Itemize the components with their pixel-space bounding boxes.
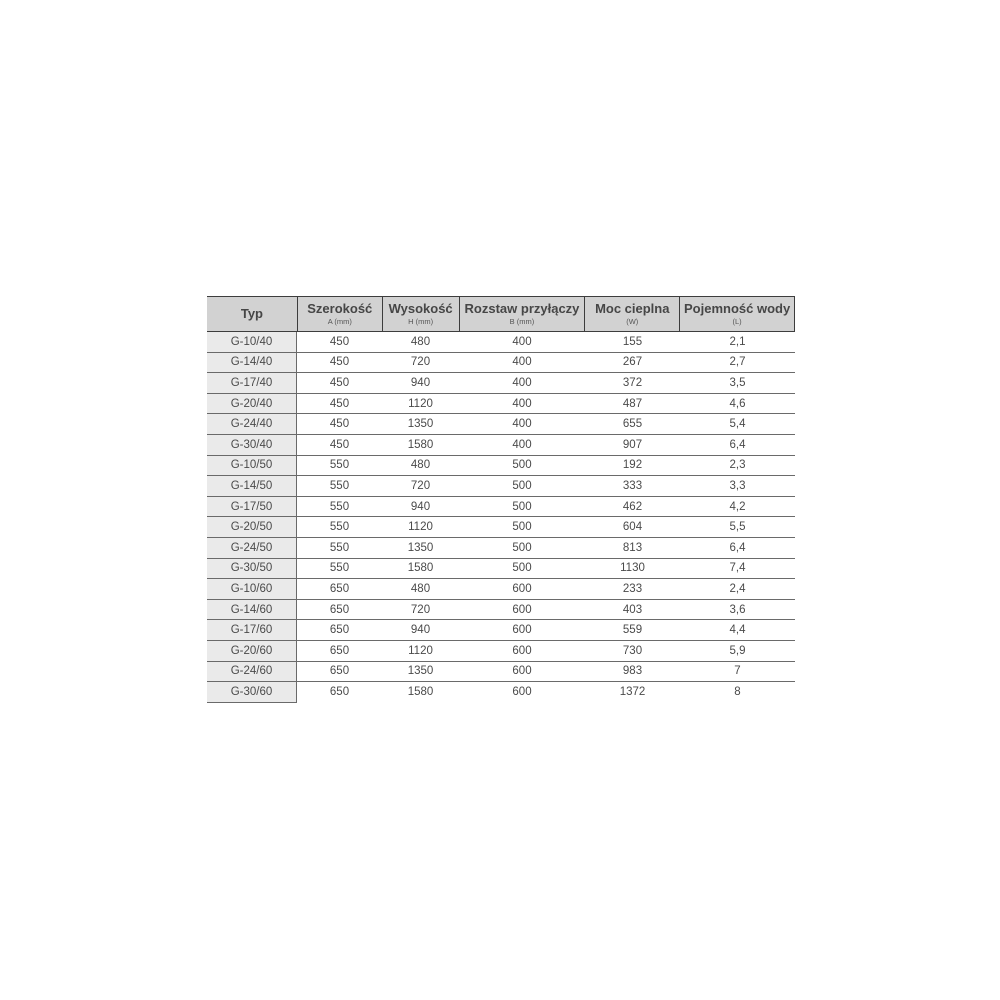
table-row [207,476,795,497]
table-row [207,559,795,580]
column-header-sublabel: (L) [732,317,742,326]
cell-wysokosc: 480 [382,332,459,353]
table-row [207,517,795,538]
cell-typ: G-24/50 [207,538,297,559]
cell-szerokosc: 450 [297,332,382,353]
table-row [207,332,795,353]
cell-typ: G-20/60 [207,641,297,662]
cell-szerokosc: 650 [297,641,382,662]
cell-rozstaw-przylaczy: 400 [459,353,585,374]
cell-moc-cieplna: 559 [585,620,680,641]
cell-wysokosc: 720 [382,353,459,374]
cell-typ: G-14/50 [207,476,297,497]
cell-rozstaw-przylaczy: 500 [459,456,585,477]
cell-szerokosc: 550 [297,559,382,580]
cell-pojemnosc-wody: 4,2 [680,497,795,518]
cell-pojemnosc-wody: 4,4 [680,620,795,641]
table-row [207,497,795,518]
cell-rozstaw-przylaczy: 600 [459,579,585,600]
column-header-label: Moc cieplna [595,301,670,316]
cell-rozstaw-przylaczy: 400 [459,394,585,415]
cell-szerokosc: 550 [297,456,382,477]
cell-rozstaw-przylaczy: 600 [459,662,585,683]
cell-pojemnosc-wody: 6,4 [680,538,795,559]
column-header-rozstaw-przylaczy [459,297,585,331]
cell-typ: G-10/40 [207,332,297,353]
cell-typ: G-17/60 [207,620,297,641]
table-row [207,620,795,641]
cell-pojemnosc-wody: 2,4 [680,579,795,600]
cell-wysokosc: 480 [382,579,459,600]
column-header-label: Rozstaw przyłączy [464,301,580,316]
cell-typ: G-24/60 [207,662,297,683]
cell-wysokosc: 940 [382,497,459,518]
cell-typ: G-30/60 [207,682,297,703]
cell-rozstaw-przylaczy: 400 [459,373,585,394]
cell-wysokosc: 1120 [382,394,459,415]
cell-moc-cieplna: 192 [585,456,680,477]
cell-moc-cieplna: 233 [585,579,680,600]
cell-pojemnosc-wody: 3,6 [680,600,795,621]
column-header-label: Pojemność wody [684,301,791,316]
cell-moc-cieplna: 813 [585,538,680,559]
table-row [207,579,795,600]
cell-szerokosc: 650 [297,620,382,641]
cell-wysokosc: 1350 [382,662,459,683]
cell-rozstaw-przylaczy: 600 [459,620,585,641]
cell-szerokosc: 650 [297,600,382,621]
table-row [207,456,795,477]
cell-moc-cieplna: 333 [585,476,680,497]
cell-rozstaw-przylaczy: 500 [459,559,585,580]
cell-wysokosc: 1580 [407,686,434,699]
cell-pojemnosc-wody: 3,3 [680,476,795,497]
cell-typ: G-14/60 [207,600,297,621]
cell-moc-cieplna: 267 [585,353,680,374]
cell-wysokosc: 1580 [382,435,459,456]
cell-rozstaw-przylaczy: 400 [459,435,585,456]
column-header-sublabel: (W) [626,317,639,326]
cell-pojemnosc-wody: 2,7 [680,353,795,374]
cell-rozstaw-przylaczy: 400 [459,414,585,435]
table-row [207,394,795,415]
cell-moc-cieplna: 462 [585,497,680,518]
table-body [207,332,795,703]
cell-wysokosc: 1350 [382,414,459,435]
cell-typ: G-20/50 [207,517,297,538]
cell-szerokosc: 650 [297,579,382,600]
cell-pojemnosc-wody: 4,6 [680,394,795,415]
cell-typ: G-17/50 [207,497,297,518]
cell-moc-cieplna: 372 [585,373,680,394]
cell-pojemnosc-wody: 5,9 [680,641,795,662]
cell-typ: G-24/40 [207,414,297,435]
table-row [207,538,795,559]
table-row [207,373,795,394]
cell-rozstaw-przylaczy: 500 [459,497,585,518]
table-header-row [207,296,795,332]
cell-pojemnosc-wody: 3,5 [680,373,795,394]
cell-szerokosc: 550 [297,517,382,538]
table-row [207,641,795,662]
table-row [207,682,795,703]
cell-pojemnosc-wody: 2,1 [680,332,795,353]
column-header-label: Szerokość [307,301,373,316]
table-row [207,435,795,456]
cell-typ: G-14/40 [207,353,297,374]
cell-pojemnosc-wody: 5,4 [680,414,795,435]
cell-szerokosc: 550 [297,538,382,559]
column-header-sublabel: B (mm) [509,317,535,326]
cell-rozstaw-przylaczy: 500 [459,538,585,559]
cell-rozstaw-przylaczy: 400 [459,332,585,353]
column-header-sublabel: H (mm) [408,317,434,326]
cell-szerokosc: 450 [297,353,382,374]
cell-wysokosc: 720 [382,476,459,497]
table-row [207,600,795,621]
cell-typ: G-20/40 [207,394,297,415]
cell-typ: G-30/40 [207,435,297,456]
cell-wysokosc: 720 [382,600,459,621]
cell-rozstaw-przylaczy: 500 [459,517,585,538]
cell-szerokosc: 450 [297,435,382,456]
cell-moc-cieplna: 730 [585,641,680,662]
table-row [207,414,795,435]
cell-typ: G-10/50 [207,456,297,477]
cell-rozstaw-przylaczy: 600 [512,686,532,699]
cell-moc-cieplna: 983 [585,662,680,683]
radiator-spec-table [207,296,795,703]
cell-moc-cieplna: 655 [585,414,680,435]
cell-wysokosc: 1120 [382,641,459,662]
column-header-sublabel: A (mm) [327,317,352,326]
cell-pojemnosc-wody: 7 [680,662,795,683]
table-row [207,353,795,374]
cell-rozstaw-przylaczy: 600 [459,641,585,662]
cell-pojemnosc-wody: 7,4 [680,559,795,580]
cell-szerokosc: 650 [297,662,382,683]
cell-wysokosc: 1350 [382,538,459,559]
column-header-label: Wysokość [388,301,453,316]
cell-wysokosc: 1120 [382,517,459,538]
cell-szerokosc: 450 [297,373,382,394]
column-header-wysokosc [382,297,459,331]
cell-rozstaw-przylaczy: 600 [459,600,585,621]
cell-szerokosc: 450 [297,394,382,415]
cell-rozstaw-przylaczy: 500 [459,476,585,497]
column-header-szerokosc [297,297,382,331]
cell-typ: G-17/40 [207,373,297,394]
cell-typ: G-30/50 [207,559,297,580]
cell-szerokosc: 450 [297,414,382,435]
column-header-label: Typ [240,306,263,321]
column-header-moc-cieplna [584,297,679,331]
cell-pojemnosc-wody: 5,5 [680,517,795,538]
cell-wysokosc: 1580 [382,559,459,580]
cell-pojemnosc-wody: 8 [734,686,741,699]
column-header-pojemnosc-wody [679,297,794,331]
cell-szerokosc: 550 [297,497,382,518]
column-header-typ [207,297,297,331]
cell-moc-cieplna: 1130 [585,559,680,580]
cell-wysokosc: 480 [382,456,459,477]
cell-moc-cieplna: 403 [585,600,680,621]
cell-wysokosc: 940 [382,620,459,641]
cell-wysokosc: 940 [382,373,459,394]
cell-pojemnosc-wody: 2,3 [680,456,795,477]
cell-szerokosc: 550 [297,476,382,497]
cell-typ: G-10/60 [207,579,297,600]
table-row [207,662,795,683]
cell-moc-cieplna: 155 [585,332,680,353]
cell-pojemnosc-wody: 6,4 [680,435,795,456]
cell-moc-cieplna: 907 [585,435,680,456]
cell-moc-cieplna: 1372 [619,686,646,699]
cell-moc-cieplna: 487 [585,394,680,415]
cell-moc-cieplna: 604 [585,517,680,538]
cell-szerokosc: 650 [329,686,350,699]
